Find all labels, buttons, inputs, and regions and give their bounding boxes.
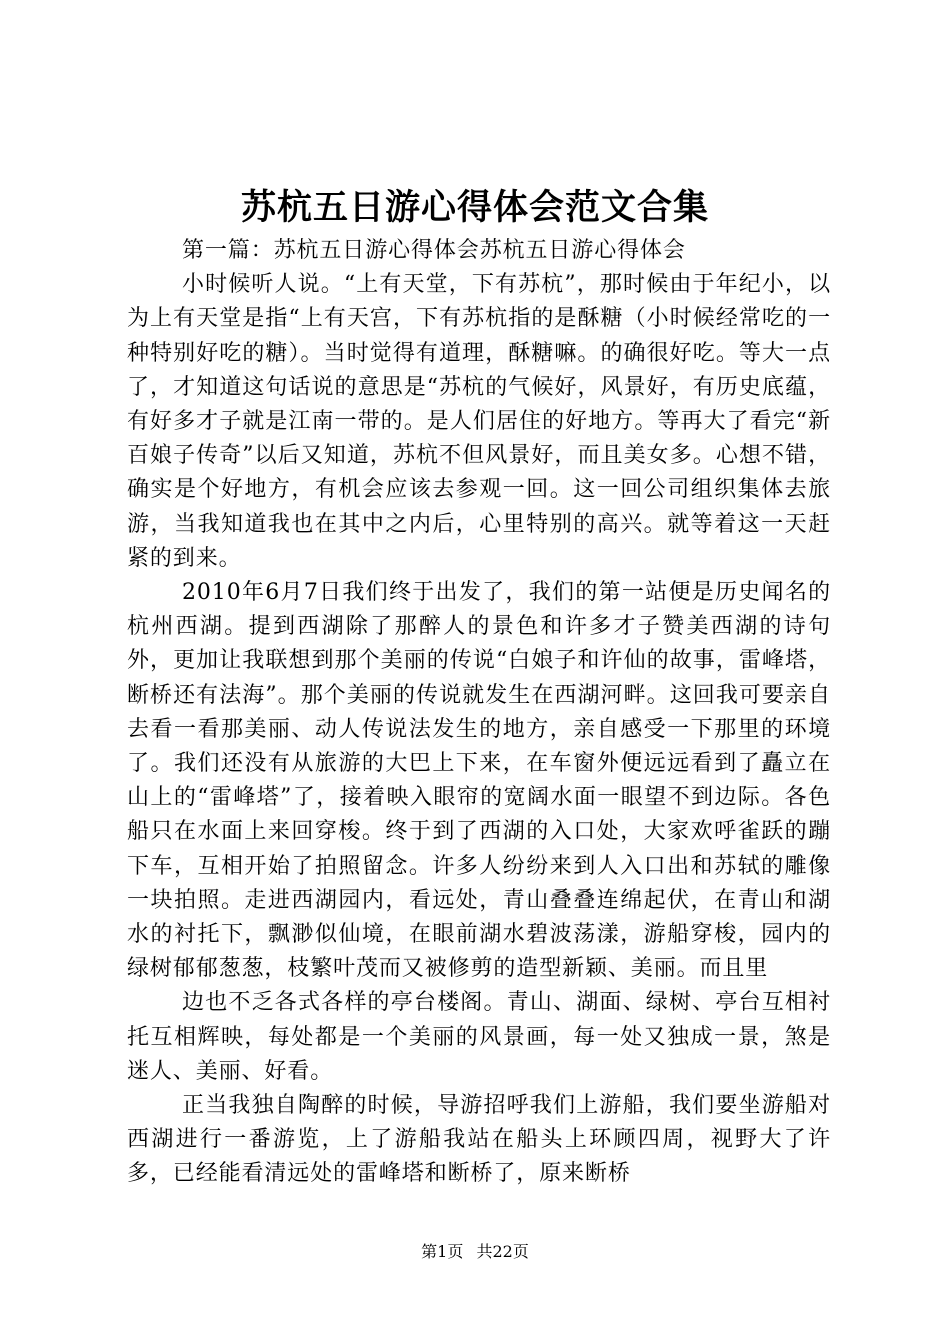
section-heading: 第一篇：苏杭五日游心得体会苏杭五日游心得体会 [182,238,686,263]
paragraph: 小时候听人说。“上有天堂，下有苏杭”，那时候由于年纪小，以为上有天堂是指“上有天宫，下有苏杭指的是酥糖（小时候经常吃的一种特别好吃的糖）。当时觉得有道理，酥糖嘛。的确很好吃。等大一点了，才知道这句话说的意思是“苏杭的气候好，风景好，有历史底蕴，有好多才子就是江南一带的。是人们居住的好地方。等再大了看完“新百娘子传奇”以后又知道，苏杭不但风景好，而且美女多。心想不错，确实是个好地方，有机会应该去参观一回。这一回公司组织集体去旅游，当我知道我也在其中之内后，心里特别的高兴。就等着这一天赶紧的到来。 [127,272,831,571]
document-title: 苏杭五日游心得体会范文合集 [240,187,709,228]
paragraph: 边也不乏各式各样的亭台楼阁。青山、湖面、绿树、亭台互相衬托互相辉映，每处都是一个美丽的风景画，每一处又独成一景，煞是迷人、美丽、好看。 [127,990,831,1084]
paragraph: 正当我独自陶醉的时候，导游招呼我们上游船，我们要坐游船对西湖进行一番游览，上了游船我站在船头上环顾四周，视野大了许多，已经能看清远处的雷峰塔和断桥了，原来断桥 [127,1093,831,1187]
page-number: 第1页 [421,1242,464,1261]
document-body [127,234,831,1192]
page-total: 共22页 [476,1242,529,1261]
page-footer [0,1241,950,1263]
paragraph: 2010年6月7日我们终于出发了，我们的第一站便是历史闻名的杭州西湖。提到西湖除了那醉人的景色和许多才子赞美西湖的诗句外，更加让我联想到那个美丽的传说“白娘子和许仙的故事，雷峰塔，断桥还有法海”。那个美丽的传说就发生在西湖河畔。这回我可要亲自去看一看那美丽、动人传说法发生的地方，亲自感受一下那里的环境了。我们还没有从旅游的大巴上下来，在车窗外便远远看到了矗立在山上的“雷峰塔”了，接着映入眼帘的宽阔水面一眼望不到边际。各色船只在水面上来回穿梭。终于到了西湖的入口处，大家欢呼雀跃的蹦下车，互相开始了拍照留念。许多人纷纷来到人入口出和苏轼的雕像一块拍照。走进西湖园内，看远处，青山叠叠连绵起伏，在青山和湖水的衬托下，飘渺似仙境，在眼前湖水碧波荡漾，游船穿梭，园内的绿树郁郁葱葱，枝繁叶茂而又被修剪的造型新颖、美丽。而且里 [127,580,831,982]
